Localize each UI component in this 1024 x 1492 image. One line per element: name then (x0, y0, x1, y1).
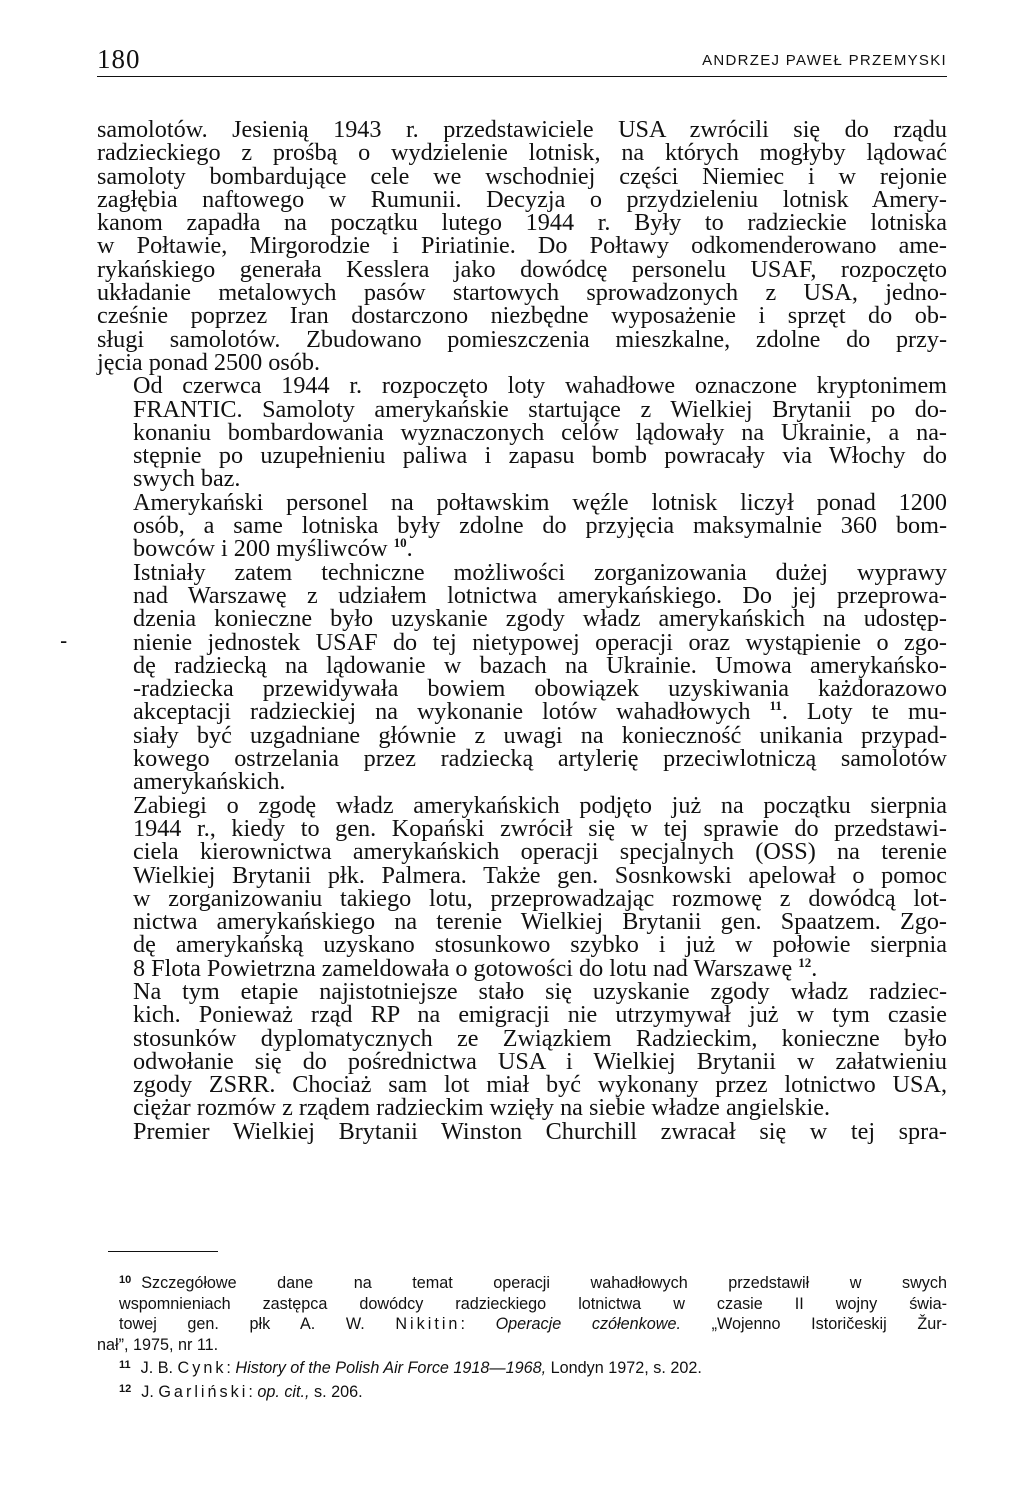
text-line: Istniały zatem techniczne możliwości zorganizowania dużej wyprawy (133, 558, 947, 586)
text-fragment: . Loty te mu- (781, 698, 947, 726)
text-line: amerykańskich. (133, 768, 286, 796)
footnote-ref: 10 (393, 535, 407, 551)
text-line: swych baz. (133, 465, 241, 493)
text-line: nienie jednostek USAF do tej nietypowej operacji oraz wystąpienie o zgo- (133, 628, 947, 656)
text-line: osób, a same lotniska były zdolne do przyjęcia maksymalnie 360 bom- (133, 512, 947, 540)
footnote (97, 1379, 947, 1403)
text-line: cześnie poprzez Iran dostarczono niezbędne wyposażenie i sprzęt do ob- (97, 302, 947, 330)
paragraph (97, 977, 947, 1122)
text-line (97, 698, 947, 726)
paragraph (97, 118, 947, 374)
text-line: dę amerykańską uzyskano stosunkowo szybko i już w połowie sierpnia (133, 931, 947, 959)
text-fragment: . (406, 535, 413, 563)
text-line: FRANTIC. Samoloty amerykańskie startujące z Wielkiej Brytanii po do- (133, 395, 947, 423)
text-fragment: „Wojenno Istoričeskij Žur- (680, 1315, 948, 1333)
text-line: dzenia konieczne było uzyskanie zgody władz amerykańskich na udostęp- (133, 605, 947, 633)
footnote (97, 1355, 947, 1379)
body-text (97, 118, 947, 1143)
text-line: kowego ostrzelania przez radziecką artylerię przeciwlotniczą samolotów (133, 745, 947, 773)
footnote-line (97, 1379, 947, 1403)
text-line: rykańskiego generała Kesslera jako dowódcę personelu USAF, rozpoczęto (97, 255, 947, 283)
text-fragment: : (248, 1382, 258, 1401)
work-title: op. cit., (257, 1382, 310, 1401)
page-number: 180 (97, 44, 141, 74)
text-fragment: s. 206. (309, 1382, 363, 1401)
text-line: sługi samolotów. Zbudowano pomieszczenia mieszkalne, zdolne do przy- (97, 325, 947, 353)
text-fragment: Londyn 1972, s. 202. (546, 1359, 702, 1377)
paragraph (97, 558, 947, 796)
text-line: konaniu bombardowania wyznaczonych celów lądowały na Ukrainie, a na- (133, 418, 947, 446)
text-line: zagłębia naftowego w Rumunii. Decyzja o przydzieleniu lotnisk Amery- (97, 185, 947, 213)
text-line: -radziecka przewidywała bowiem obowiązek uzyskiwania każdorazowo (133, 675, 947, 703)
footnote-separator (108, 1251, 218, 1252)
author-name: Nikitin (395, 1315, 461, 1333)
paragraph (97, 372, 947, 493)
page-header (97, 40, 947, 77)
text-line: 1944 r., kiedy to gen. Kopański zwrócił się w tej sprawie do przedstawi- (133, 814, 947, 842)
author-name: Cynk (177, 1359, 227, 1377)
footnote-number: 10 (119, 1274, 132, 1286)
text-line: Od czerwca 1944 r. rozpoczęto loty wahadłowe oznaczone kryptonimem (133, 372, 947, 400)
author-name: Garliński (158, 1382, 249, 1401)
footnote-line: nał”, 1975, nr 11. (97, 1335, 219, 1354)
text-line: samolotów. Jesienią 1943 r. przedstawiciele USA zwrócili się do rządu (97, 116, 947, 143)
paragraph (97, 791, 947, 982)
work-title: Operacje czółenkowe. (495, 1315, 681, 1333)
text-line: kanom zapadła na początku lutego 1944 r. Były to radzieckie lotniska (97, 209, 947, 237)
text-line: nictwa amerykańskiego na terenie Wielkiej Brytanii gen. Spaatzem. Zgo- (133, 908, 947, 936)
text-line: zgody ZSRR. Chociaż sam lot miał być wykonany przez lotnictwo USA, (133, 1071, 947, 1099)
text-fragment: akceptacji radzieckiej na wykonanie lotów wahadłowych (133, 698, 751, 726)
text-line (97, 954, 947, 982)
text-line (97, 535, 947, 563)
text-line: Premier Wielkiej Brytanii Winston Churchill zwracał się w tej spra- (133, 1117, 947, 1145)
text-line: odwołanie się do pośrednictwa USA i Wielkiej Brytanii w załatwieniu (133, 1047, 947, 1075)
text-fragment: J. (141, 1382, 159, 1401)
work-title: History of the Polish Air Force 1918—1968, (235, 1359, 547, 1377)
text-fragment: bowców i 200 myśliwców (133, 535, 388, 563)
text-line: kich. Ponieważ rząd RP na emigracji nie utrzymywał już w tym czasie (133, 1001, 947, 1029)
text-line: dę radziecką na lądowanie w bazach na Ukrainie. Umowa amerykańsko- (133, 651, 947, 679)
footnote-ref: 12 (798, 954, 812, 970)
text-line: ciężar rozmów z rządem radzieckim wzięły na siebie władze angielskie. (133, 1094, 831, 1122)
footnote-line (97, 1355, 947, 1379)
footnote-number: 12 (119, 1382, 132, 1395)
footnotes (97, 1270, 947, 1402)
text-line: siały być uzgadniane głównie z uwagi na konieczność unikania przypad- (133, 721, 947, 749)
text-fragment: towej gen. płk A. W. (119, 1315, 365, 1333)
footnote-line (97, 1314, 947, 1335)
text-line: ciela kierownictwa amerykańskich operacji specjalnych (OSS) na terenie (133, 838, 947, 866)
paragraph (97, 1117, 947, 1145)
running-head: ANDRZEJ PAWEŁ PRZEMYSKI (702, 52, 947, 69)
footnote-number: 11 (119, 1359, 131, 1371)
text-fragment: : (226, 1359, 236, 1377)
text-line: układanie metalowych pasów startowych sprowadzonych z USA, jedno- (97, 279, 947, 307)
text-line: jęcia ponad 2500 osób. (97, 348, 321, 376)
text-line: w zorganizowaniu takiego lotu, przeprowadzając rozmowę z dowódcą lot- (133, 884, 947, 912)
text-line: stosunków dyplomatycznych ze Związkiem Radzieckim, konieczne było (133, 1024, 947, 1052)
text-fragment: 8 Flota Powietrzna zameldowała o gotowości do lotu nad Warszawę (133, 954, 793, 982)
text-line: stępnie po uzupełnieniu paliwa i zapasu bomb powracały via Włochy do (133, 442, 947, 470)
text-line: Na tym etapie najistotniejsze stało się uzyskanie zgody władz radziec- (133, 977, 947, 1005)
text-line: radzieckiego z prośbą o wydzielenie lotnisk, na których mogłyby lądować (97, 139, 947, 167)
text-line: nad Warszawę z udziałem lotnictwa amerykańskiego. Do jej przeprowa- (133, 581, 947, 609)
text-line: Zabiegi o zgodę władz amerykańskich podjęto już na początku sierpnia (133, 791, 947, 819)
text-line: Wielkiej Brytanii płk. Palmera. Także gen. Sosnkowski apelował o pomoc (133, 861, 947, 889)
footnote-line (97, 1270, 947, 1294)
margin-mark: - (60, 628, 68, 653)
footnote-ref: 11 (769, 698, 782, 714)
text-fragment: . (811, 954, 818, 982)
text-line: w Połtawie, Mirgorodzie i Piriatinie. Do Połtawy odkomenderowano ame- (97, 232, 947, 260)
text-fragment: Szczegółowe dane na temat operacji wahadłowych przedstawił w swych (141, 1274, 947, 1292)
text-line: samoloty bombardujące cele we wschodniej części Niemiec i w rejonie (97, 162, 947, 190)
paragraph (97, 488, 947, 563)
footnote (97, 1270, 947, 1355)
text-fragment: : (460, 1315, 496, 1333)
text-fragment: J. B. (140, 1359, 178, 1377)
footnote-line: wspomnieniach zastępca dowódcy radzieckiego lotnictwa w czasie II wojny świa- (119, 1294, 947, 1313)
text-line: Amerykański personel na połtawskim węźle lotnisk liczył ponad 1200 (133, 488, 947, 516)
